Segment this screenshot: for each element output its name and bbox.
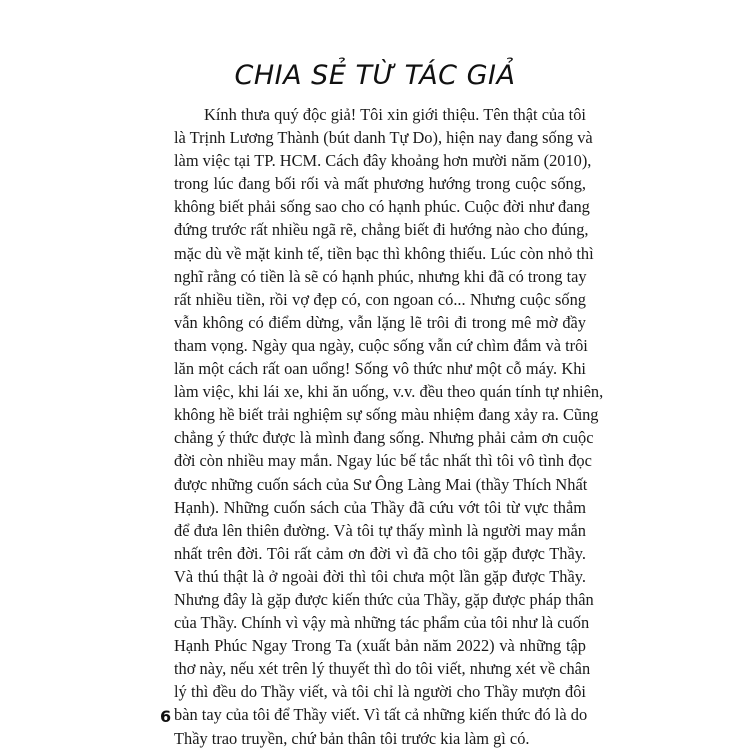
text-line: chẳng ý thức được là mình đang sống. Nhưng phải cảm ơn cuộc — [174, 428, 594, 448]
page-number: 6 — [160, 707, 172, 726]
text-line: bàn tay của tôi để Thầy viết. Vì tất cả những kiến thức đó là do — [174, 705, 588, 725]
text-line: Hạnh Phúc Ngay Trong Ta (xuất bản năm 2022) và những tập — [174, 636, 586, 656]
text-line: không hề biết trải nghiệm sự sống màu nhiệm đang xảy ra. Cũng — [174, 405, 599, 425]
text-line: tham vọng. Ngày qua ngày, cuộc sống vẫn cứ chìm đắm và trôi — [174, 335, 588, 355]
text-line: của Thầy. Chính vì vậy mà những tác phẩm của tôi như là cuốn — [174, 613, 590, 633]
text-line: mặc dù về mặt kinh tế, tiền bạc thì không thiếu. Lúc còn nhỏ thì — [174, 243, 594, 263]
text-line: Thầy trao truyền, chứ bản thân tôi trước kia làm gì có. — [174, 728, 530, 748]
text-line: vẫn không có điểm dừng, vẫn lặng lẽ trôi đi trong mê mờ đầy — [174, 312, 586, 332]
text-line: Nhưng đây là gặp được kiến thức của Thầy, gặp được pháp thân — [174, 589, 594, 609]
text-line: làm việc, khi lái xe, khi ăn uống, v.v. đều theo quán tính tự nhiên, — [174, 382, 604, 402]
text-line: nhất trên đời. Tôi rất cảm ơn đời vì đã cho tôi gặp được Thầy. — [174, 543, 586, 563]
text-line: rất nhiều tiền, rồi vợ đẹp có, con ngoan có... Nhưng cuộc sống — [174, 289, 586, 309]
text-line: lăn một cách rất oan uổng! Sống vô thức như một cỗ máy. Khi — [174, 359, 586, 379]
page-title: CHIA SẺ TỪ TÁC GIẢ — [234, 60, 516, 91]
text-line: làm việc tại TP. HCM. Cách đây khoảng hơn mười năm (2010), — [174, 151, 592, 171]
text-line: trong lúc đang bối rối và mất phương hướng trong cuộc sống, — [174, 174, 586, 194]
text-line: được những cuốn sách của Sư Ông Làng Mai (thầy Thích Nhất — [174, 474, 588, 494]
text-line: đứng trước rất nhiều ngã rẽ, chẳng biết đi hướng nào cho đúng, — [174, 220, 589, 240]
text-line: đời còn nhiều may mắn. Ngay lúc bế tắc nhất thì tôi vô tình đọc — [174, 451, 592, 471]
text-line: không biết phải sống sao cho có hạnh phúc. Cuộc đời như đang — [174, 197, 590, 217]
text-line: Hạnh). Những cuốn sách của Thầy đã cứu vớt tôi từ vực thẳm — [174, 497, 586, 517]
text-line: nghĩ rằng có tiền là sẽ có hạnh phúc, nhưng khi đã có trong tay — [174, 266, 587, 286]
body-text — [174, 103, 604, 750]
text-line: Kính thưa quý độc giả! Tôi xin giới thiệu. Tên thật của tôi — [204, 105, 586, 124]
text-line: thơ này, nếu xét trên lý thuyết thì do tôi viết, nhưng xét về chân — [174, 659, 591, 679]
text-line: để đưa lên thiên đường. Và tôi tự thấy mình là người may mắn — [174, 520, 586, 540]
text-line: lý thì đều do Thầy viết, và tôi chỉ là người cho Thầy mượn đôi — [174, 682, 586, 702]
text-line: Và thú thật là ở ngoài đời thì tôi chưa một lần gặp được Thầy. — [174, 566, 586, 586]
text-line: là Trịnh Lương Thành (bút danh Tự Do), hiện nay đang sống và — [174, 128, 593, 148]
